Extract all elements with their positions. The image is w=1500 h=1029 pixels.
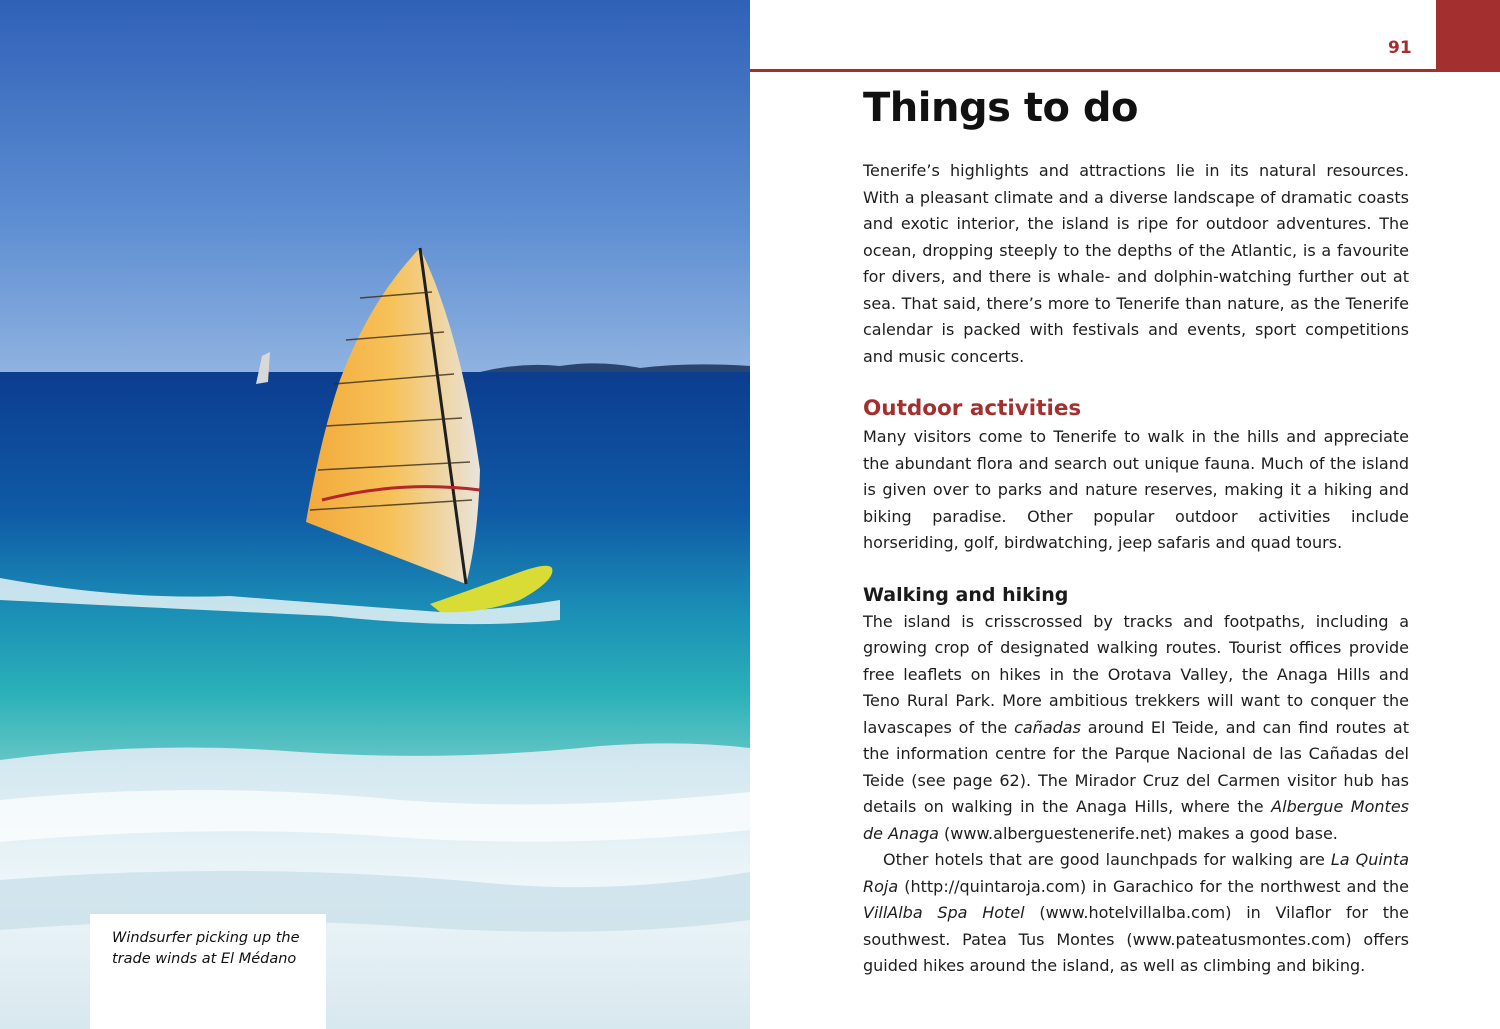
- section-heading: Outdoor activities: [863, 396, 1082, 421]
- page-title: Things to do: [863, 85, 1138, 131]
- text-page: [750, 0, 1500, 1029]
- walking-paragraph-1: The island is crisscrossed by tracks and footpaths, including a growing crop of designated walking routes. Tourist offices provide free leaflets on hikes in the Orotava Valley, the Anaga Hills and Teno Rural Park. More ambitious trekkers will want to conquer the lavascapes of the cañadas around El Teide, and can find routes at the information centre for the Parque Nacional de las Cañadas del Teide (see page 62). The Mirador Cruz del Carmen visitor hub has details on walking in the Anaga Hills, where the Albergue Montes de Anaga (www.alberguestenerife.net) makes a good base.: [863, 611, 1409, 843]
- photo-caption: Windsurfer picking up the trade winds at El Médano: [112, 930, 300, 967]
- header-rule: [750, 69, 1500, 72]
- walking-paragraph-2: Other hotels that are good launchpads for walking are La Quinta Roja (http://quintaroja.com) in Garachico for the northwest and the VillAlba Spa Hotel (www.hotelvillalba.com) in Vilaflor for the southwest. Patea Tus Montes (www.pateatusmontes.com) offers guided hikes around the island, as well as climbing and biking.: [863, 850, 1409, 975]
- photo-caption-box: [90, 914, 326, 1029]
- page-number: 91: [1388, 38, 1412, 58]
- chapter-tab: [1436, 0, 1500, 72]
- article-content: [863, 84, 1409, 980]
- outdoor-paragraph: Many visitors come to Tenerife to walk in the hills and appreciate the abundant flora and search out unique fauna. Much of the island is given over to parks and nature reserves, making it a hiking and biking paradise. Other popular outdoor activities include horseriding, golf, birdwatching, jeep safaris and quad tours.: [863, 427, 1409, 552]
- subsection-heading: Walking and hiking: [863, 583, 1069, 606]
- intro-paragraph: Tenerife’s highlights and attractions lie in its natural resources. With a pleasant climate and a diverse landscape of dramatic coasts and exotic interior, the island is ripe for outdoor adventures. The ocean, dropping steeply to the depths of the Atlantic, is a favourite for divers, and there is whale- and dolphin-watching further out at sea. That said, there’s more to Tenerife than nature, as the Tenerife calendar is packed with festivals and events, sport competitions and music concerts.: [863, 161, 1409, 366]
